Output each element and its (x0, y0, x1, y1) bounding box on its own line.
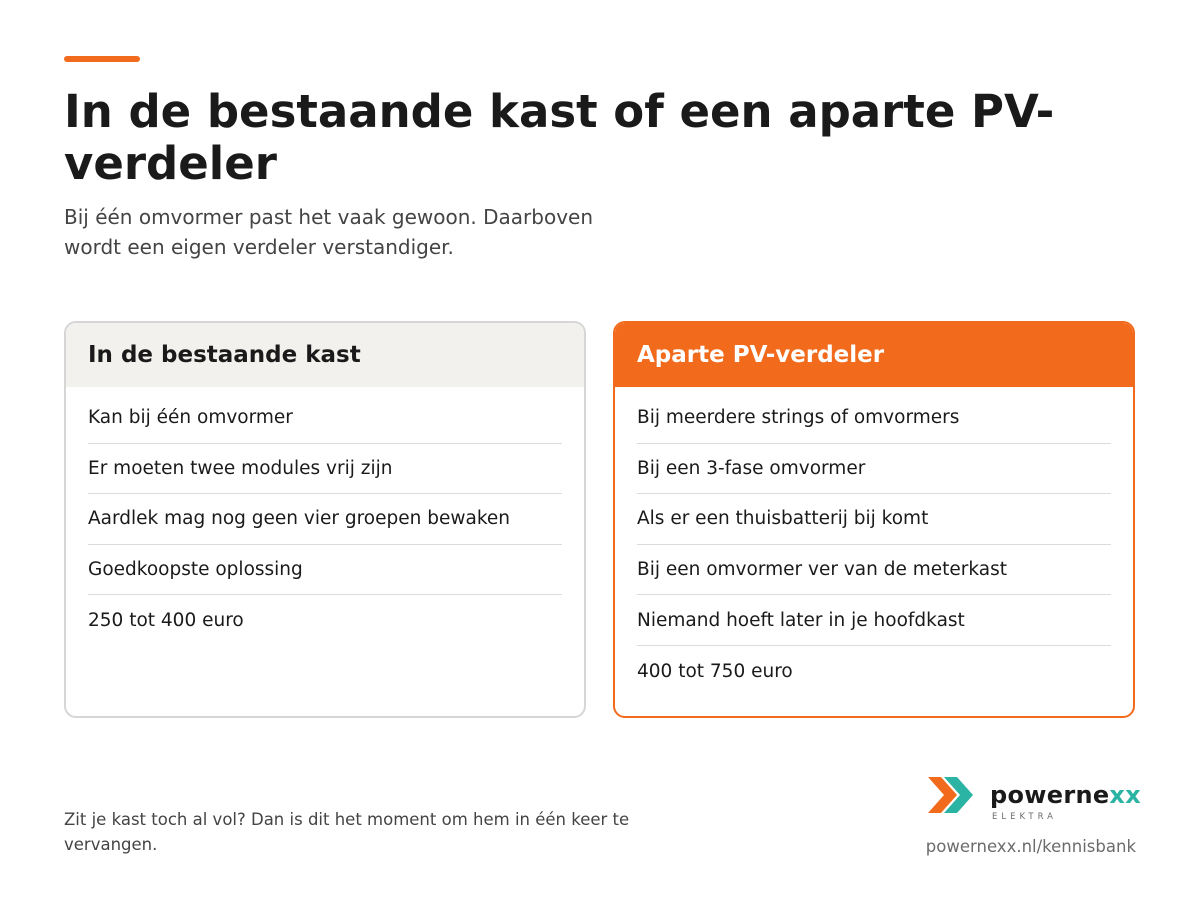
footer-url-link[interactable]: powernexx.nl/kennisbank (925, 837, 1136, 856)
list-item: Bij meerdere strings of omvormers (637, 393, 1111, 444)
card-existing-cabinet (64, 321, 586, 718)
list-item: Niemand hoeft later in je hoofdkast (637, 595, 1111, 646)
list-item: Goedkoopste oplossing (88, 545, 562, 596)
page-subtitle: Bij één omvormer past het vaak gewoon. Daarboven wordt een eigen verdeler verstandiger. (64, 205, 594, 259)
logo-wordmark: powernexx (990, 781, 1141, 809)
card-list (66, 387, 584, 646)
list-item: 250 tot 400 euro (88, 610, 244, 632)
logo-subtitle: ELEKTRA (992, 812, 1057, 822)
list-item: Als er een thuisbatterij bij komt (637, 494, 1111, 545)
chevron-arrows-icon (928, 775, 976, 815)
card-header: Aparte PV-verdeler (615, 323, 1133, 387)
list-item: Bij een 3-fase omvormer (637, 444, 1111, 495)
list-item: Er moeten twee modules vrij zijn (88, 444, 562, 495)
card-list (615, 387, 1133, 697)
list-item: Kan bij één omvormer (88, 393, 562, 444)
card-header: In de bestaande kast (66, 323, 584, 387)
accent-bar (64, 56, 140, 62)
brand-logo (928, 775, 1141, 825)
page-title: In de bestaande kast of een aparte PV-verdeler (64, 85, 1055, 190)
card-separate-pv-distributor (613, 321, 1135, 718)
footer-note: Zit je kast toch al vol? Dan is dit het moment om hem in één keer te vervangen. (64, 810, 630, 854)
list-item: Bij een omvormer ver van de meterkast (637, 545, 1111, 596)
list-item: 400 tot 750 euro (637, 660, 793, 682)
list-item: Aardlek mag nog geen vier groepen bewaken (88, 494, 562, 545)
